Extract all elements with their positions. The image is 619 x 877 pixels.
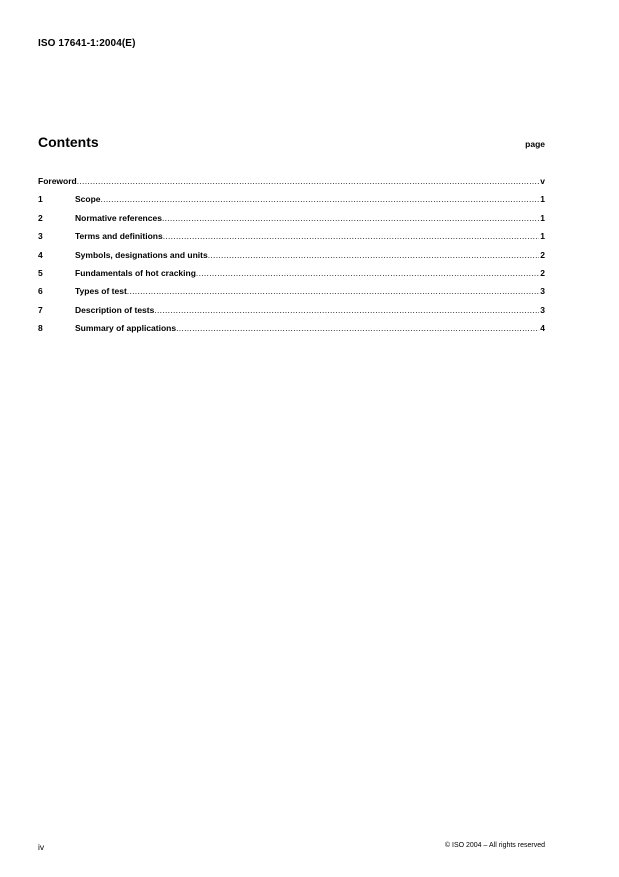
- toc-entry-title: Normative references: [75, 212, 162, 223]
- toc-entry-number: 8: [38, 323, 43, 334]
- toc-entry-symbols-designations-units[interactable]: [38, 249, 545, 267]
- toc-entry-page: 1: [540, 212, 545, 223]
- toc-entry-summary-of-applications[interactable]: [38, 322, 545, 340]
- toc-entry-title: Description of tests: [75, 304, 155, 315]
- toc-entry-page: 1: [540, 231, 545, 242]
- toc-entry-number: 3: [38, 231, 43, 242]
- toc-entry-number: 6: [38, 286, 43, 297]
- dot-leader: [163, 230, 540, 242]
- toc-entry-fundamentals-of-hot-cracking[interactable]: [38, 267, 545, 285]
- dot-leader: [101, 193, 540, 205]
- dot-leader: [196, 267, 539, 279]
- page-column-label: page: [525, 139, 545, 149]
- toc-entry-title: Terms and definitions: [75, 231, 163, 242]
- contents-header: [38, 134, 545, 156]
- toc-entry-number: 4: [38, 249, 43, 260]
- toc-entry-page: v: [540, 176, 545, 186]
- toc-entry-scope[interactable]: [38, 193, 545, 211]
- footer-copyright: © ISO 2004 – All rights reserved: [444, 842, 545, 849]
- toc-entry-title: Foreword: [38, 176, 77, 186]
- toc-entry-title: Summary of applications: [75, 323, 177, 334]
- footer-page-number: iv: [38, 842, 45, 852]
- toc-entry-number: 5: [38, 267, 43, 278]
- toc-entry-page: 1: [540, 194, 545, 205]
- toc-entry-description-of-tests[interactable]: [38, 304, 545, 322]
- toc-entry-title: Fundamentals of hot cracking: [75, 267, 196, 278]
- toc-entry-terms-and-definitions[interactable]: [38, 230, 545, 248]
- toc-entry-page: 2: [540, 249, 545, 260]
- toc-entry-page: 2: [540, 267, 545, 278]
- dot-leader: [77, 175, 540, 187]
- dot-leader: [127, 285, 539, 297]
- toc-entry-title: Scope: [75, 194, 101, 205]
- document-identifier: ISO 17641-1:2004(E): [38, 38, 136, 49]
- toc-entry-number: 2: [38, 212, 43, 223]
- toc-entry-foreword[interactable]: [38, 175, 545, 193]
- toc-entry-title: Symbols, designations and units: [75, 249, 208, 260]
- toc-entry-page: 3: [540, 304, 545, 315]
- toc-entry-page: 4: [540, 323, 545, 334]
- toc-entry-types-of-test[interactable]: [38, 285, 545, 303]
- toc-entry-title: Types of test: [75, 286, 127, 297]
- dot-leader: [176, 322, 539, 334]
- dot-leader: [154, 304, 539, 316]
- toc-entry-normative-references[interactable]: [38, 212, 545, 230]
- contents-title: Contents: [38, 134, 99, 150]
- toc-entry-number: 7: [38, 304, 43, 315]
- dot-leader: [208, 249, 540, 261]
- toc-entry-number: 1: [38, 194, 43, 205]
- dot-leader: [162, 212, 539, 224]
- toc-entry-page: 3: [540, 286, 545, 297]
- table-of-contents: [38, 175, 545, 341]
